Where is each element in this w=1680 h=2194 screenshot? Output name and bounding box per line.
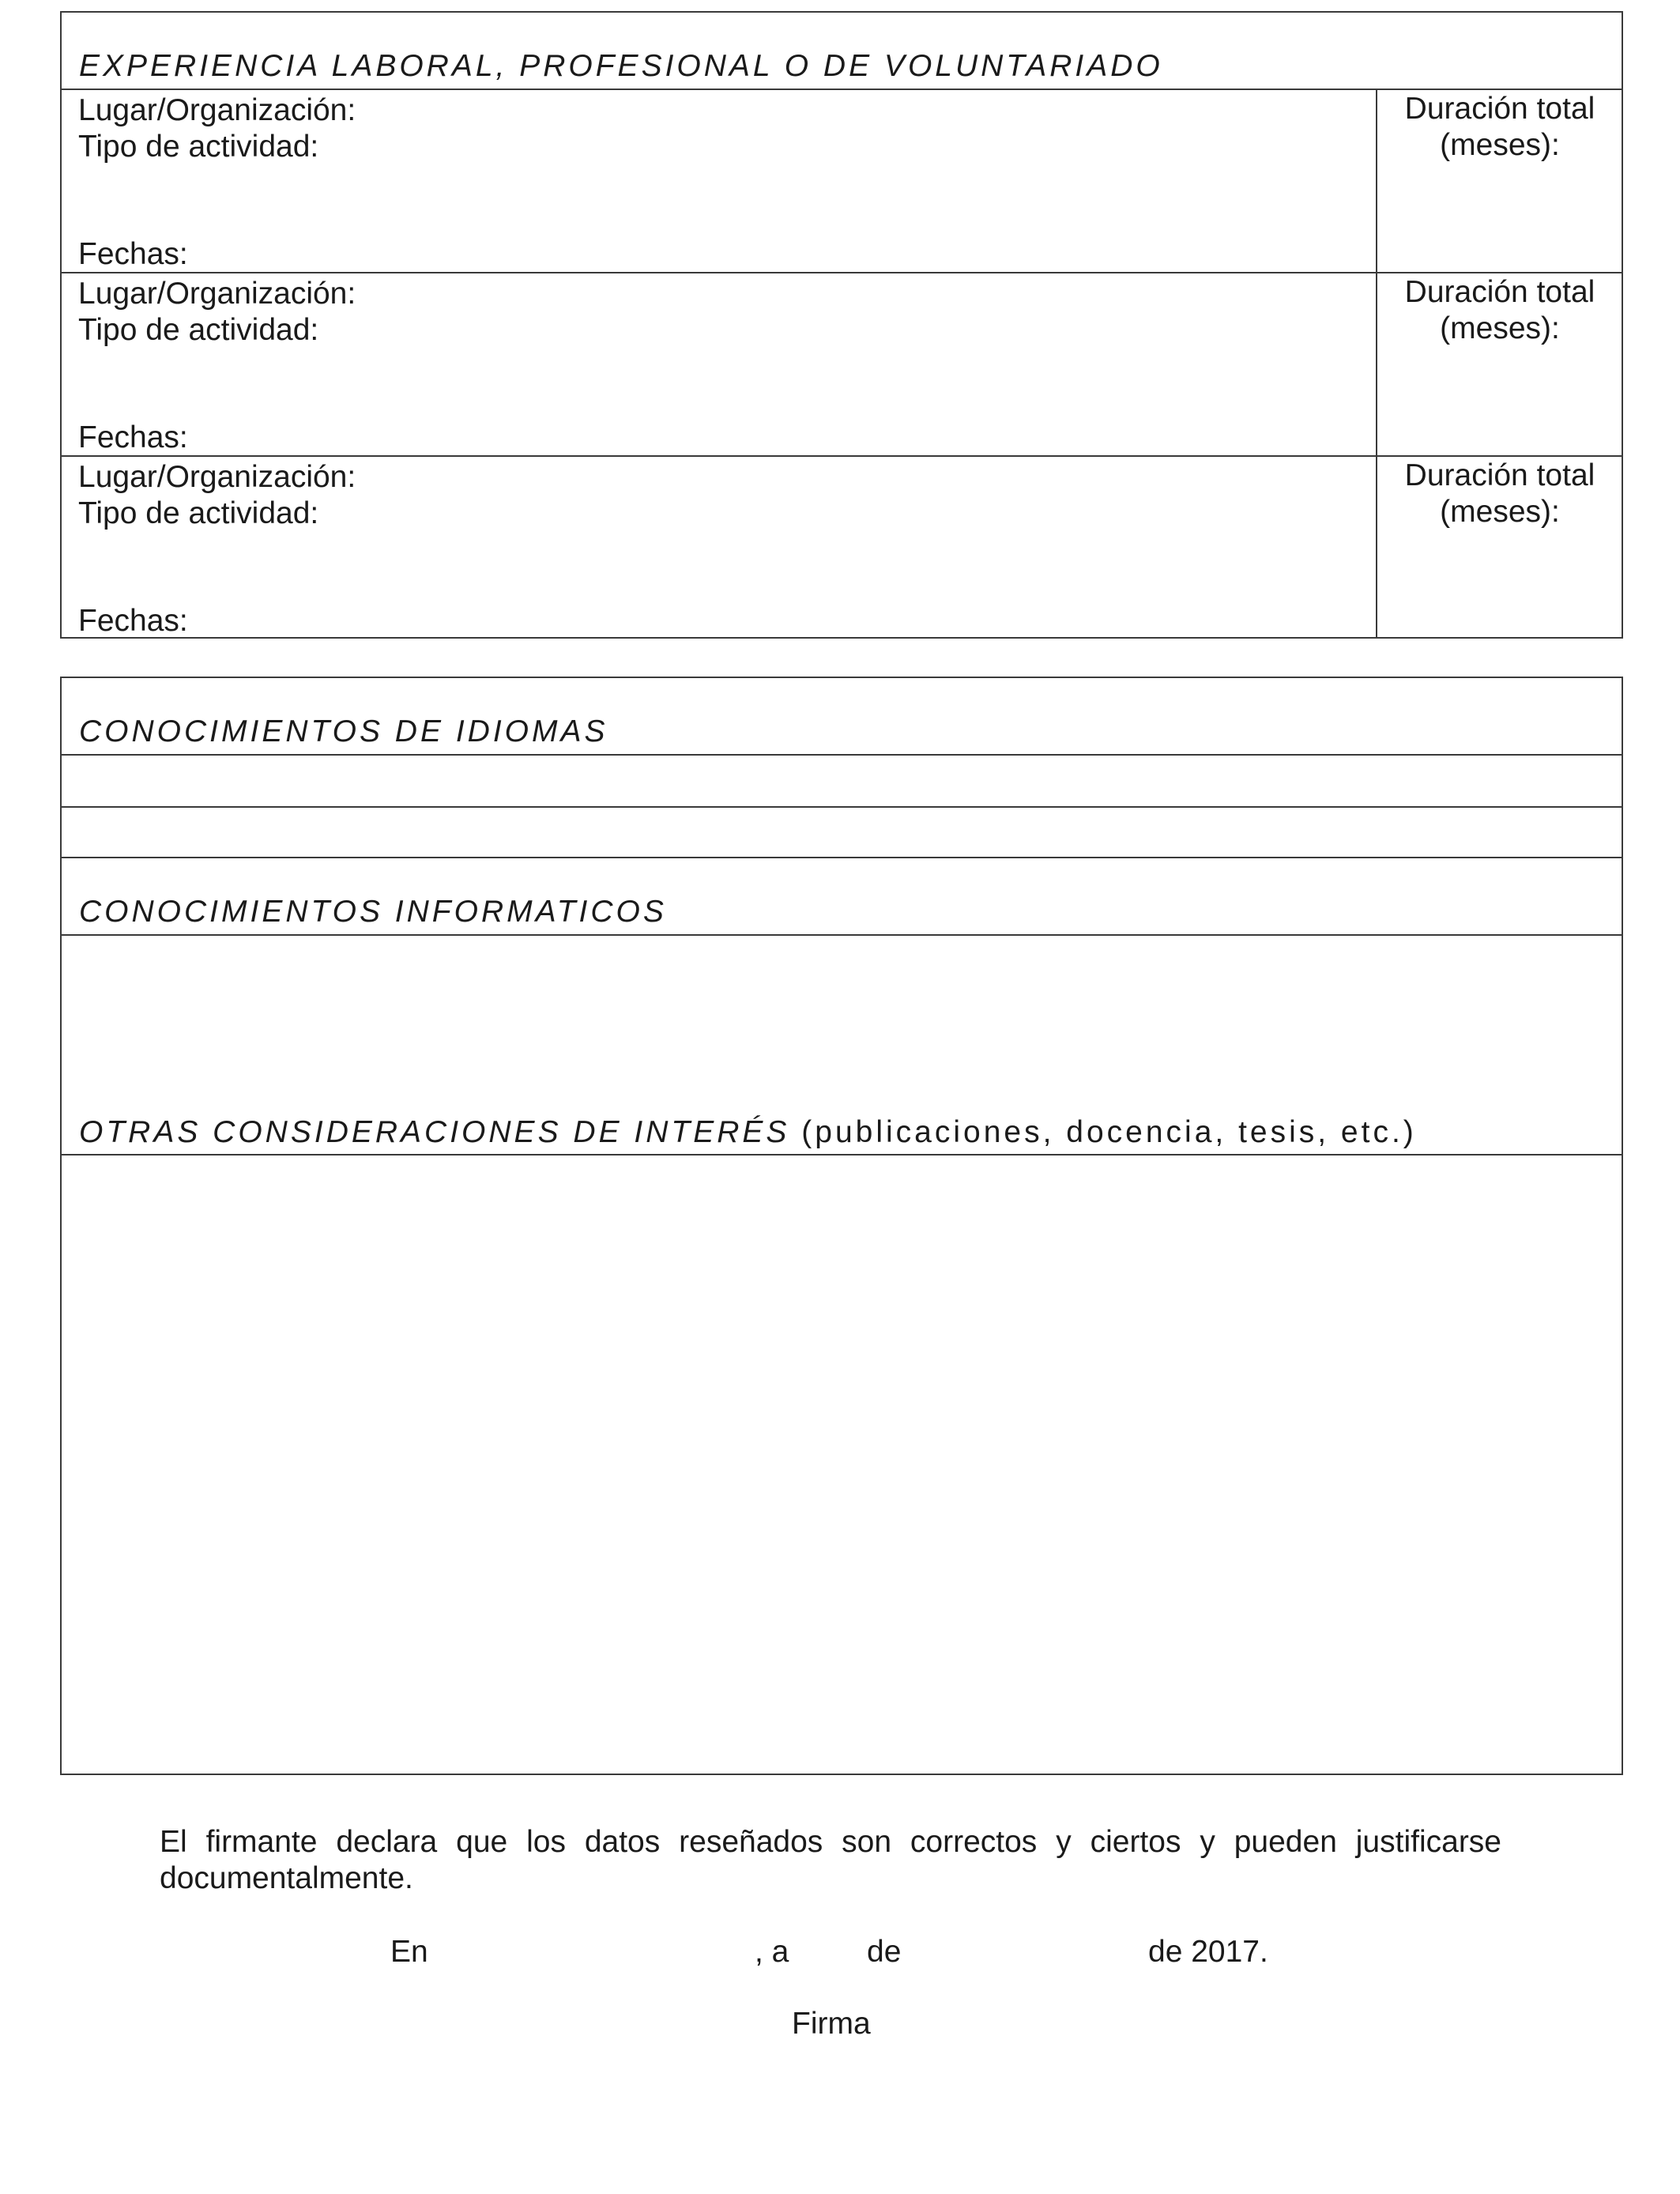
duracion-label: Duración total (meses): — [1404, 92, 1595, 162]
date-de: de — [867, 1935, 902, 1969]
informaticos-title: CONOCIMIENTOS INFORMATICOS — [79, 895, 667, 929]
fechas-label: Fechas: — [78, 237, 188, 271]
date-en: En — [390, 1935, 428, 1969]
fechas-label: Fechas: — [78, 420, 188, 454]
divider — [60, 934, 1623, 936]
divider — [60, 806, 1623, 808]
otras-title — [79, 1117, 1417, 1148]
conocimientos-section — [60, 677, 1623, 1775]
duracion-label: Duración total (meses): — [1404, 275, 1595, 345]
signature-label: Firma — [792, 2007, 871, 2041]
lugar-label: Lugar/Organización: — [78, 93, 356, 127]
duracion-label: Duración total (meses): — [1404, 458, 1595, 529]
tipo-label: Tipo de actividad: — [78, 130, 319, 164]
divider — [60, 1154, 1623, 1155]
tipo-label: Tipo de actividad: — [78, 313, 319, 347]
divider — [60, 455, 1623, 457]
divider — [60, 754, 1623, 756]
otras-title-text: OTRAS CONSIDERACIONES DE INTERÉS — [79, 1115, 790, 1149]
otras-subtitle: (publicaciones, docencia, tesis, etc.) — [801, 1115, 1417, 1149]
divider — [60, 272, 1623, 273]
tipo-label: Tipo de actividad: — [78, 496, 319, 530]
date-a: , a — [755, 1935, 789, 1969]
lugar-label: Lugar/Organización: — [78, 460, 356, 494]
divider — [60, 857, 1623, 858]
date-year: de 2017. — [1148, 1935, 1268, 1969]
lugar-label: Lugar/Organización: — [78, 277, 356, 311]
divider — [60, 89, 1623, 90]
divider — [1376, 89, 1377, 639]
declaration-text: El firmante declara que los datos reseñados son correctos y ciertos y pueden justificarse documentalmente. — [160, 1825, 1501, 1895]
fechas-label: Fechas: — [78, 604, 188, 638]
experiencia-title: EXPERIENCIA LABORAL, PROFESIONAL O DE VOLUNTARIADO — [79, 49, 1163, 83]
idiomas-title: CONOCIMIENTOS DE IDIOMAS — [79, 714, 608, 748]
